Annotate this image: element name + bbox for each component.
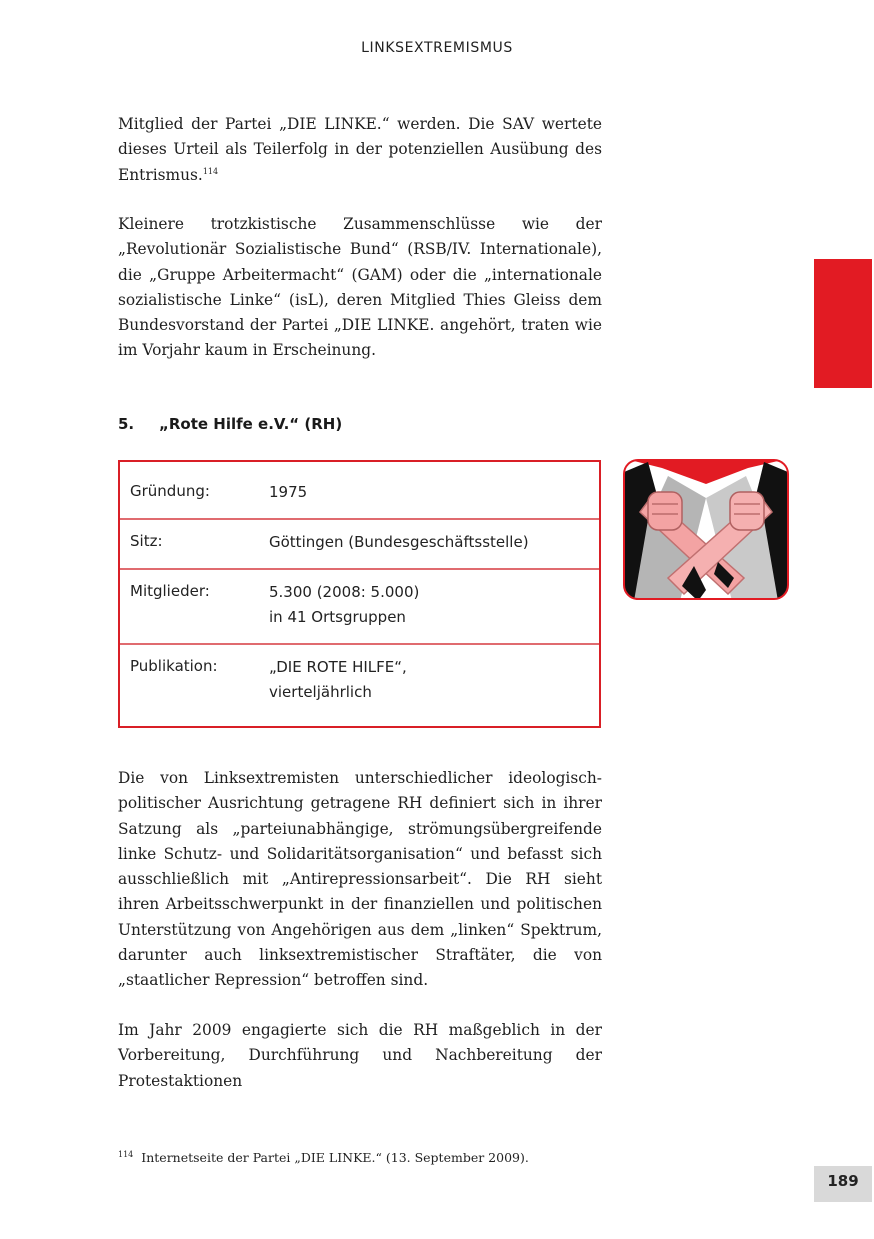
info-label: Gründung: (130, 482, 210, 500)
info-label: Mitglieder: (130, 582, 210, 600)
section-title: „Rote Hilfe e.V.“ (RH) (159, 415, 343, 433)
info-value-line: „DIE ROTE HILFE“, (269, 658, 407, 676)
section-heading (118, 415, 342, 433)
chapter-marker-tab (814, 259, 872, 388)
paragraph-entrismus (118, 112, 602, 188)
organization-info-table (118, 460, 601, 728)
footnote-text: Internetseite der Partei „DIE LINKE.“ (13. September 2009). (141, 1150, 529, 1166)
info-value: 1975 (269, 483, 308, 501)
paragraph-trotzkist-groups: Kleinere trotzkistische Zusammenschlüsse wie der „Revolutionär Sozialistische Bund“ (RSB/IV. Internationale), die „Gruppe Arbeitermacht“ (GAM) oder die „internationale sozialistische Linke“ (isL), deren Mitglied Thies Gleiss dem Bundesvorstand der Partei „DIE LINKE. angehört, traten wie im Vorjahr kaum in Erscheinung. (118, 215, 602, 360)
info-value: Göttingen (Bundesgeschäftsstelle) (269, 533, 529, 551)
section-number: 5. (118, 415, 135, 433)
page-number: 189 (814, 1166, 872, 1202)
footnote (118, 1150, 529, 1165)
info-row-mitglieder (120, 570, 599, 645)
running-header: LINKSEXTREMISMUS (361, 40, 513, 56)
paragraph-rh-definition: Die von Linksextremisten unterschiedlicher ideologisch-politischer Ausrichtung getragene RH definiert sich in ihrer Satzung als „parteiunabhängige, strömungsübergreifende linke Schutz- und Solidaritätsorganisation“ und befasst sich ausschließlich mit „Antirepressionsarbeit“. Die RH sieht ihren Arbeitsschwerpunkt in der finanziellen und politischen Unterstützung von Angehörigen aus dem „linken“ Spektrum, darunter auch linksextremistischer Straftäter, die von „staatlicher Repression“ betroffen sind. (118, 769, 602, 990)
info-value-line: 5.300 (2008: 5.000) (269, 583, 420, 601)
info-value (269, 655, 407, 705)
footnote-reference: 114 (202, 166, 219, 176)
info-row-gruendung (120, 462, 599, 520)
paragraph-text: Mitglied der Partei „DIE LINKE.“ werden. Die SAV wertete dieses Urteil als Teilerfolg in der potenziellen Ausübung des Entrismus. (118, 115, 602, 184)
info-label: Sitz: (130, 532, 163, 550)
info-value-line: in 41 Ortsgruppen (269, 608, 406, 626)
info-row-publikation (120, 645, 599, 722)
footnote-number: 114 (118, 1150, 134, 1159)
paragraph-rh-2009: Im Jahr 2009 engagierte sich die RH maßgeblich in der Vorbereitung, Durchführung und Nachbereitung der Protestaktionen (118, 1021, 602, 1090)
info-row-sitz (120, 520, 599, 570)
info-label: Publikation: (130, 657, 218, 675)
info-value-line: vierteljährlich (269, 683, 372, 701)
info-value (269, 580, 419, 630)
rote-hilfe-logo-icon (622, 458, 790, 601)
